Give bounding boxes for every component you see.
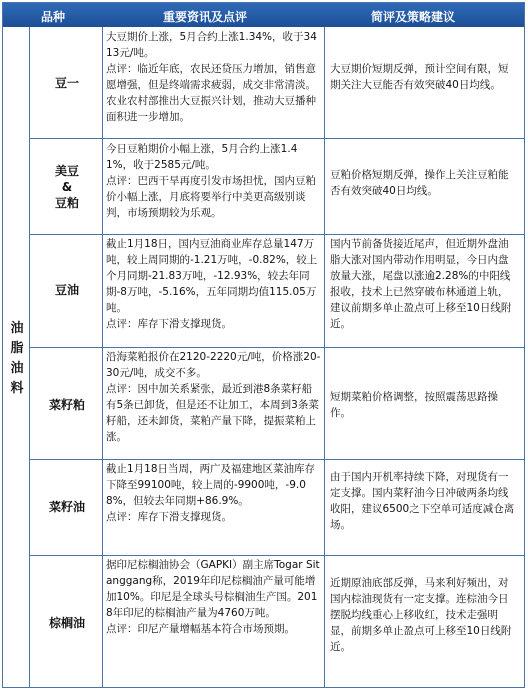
suggestion-douyou: 国内节前备货接近尾声，但近期外盘油脂大涨对国内带动作用明显，今日内盘放量大涨，尾盘以涨逾2.28%的中阳线报收，技术上已然穿破布林通道上轨，建议前期多单止盈点可上移至10日线附近。 bbox=[330, 238, 512, 330]
row-divider bbox=[29, 234, 524, 235]
row-name-douyi: 豆一 bbox=[54, 76, 79, 90]
header-strategy: 简评及策略建议 bbox=[371, 10, 456, 24]
table-header bbox=[3, 3, 524, 27]
header-news: 重要资讯及点评 bbox=[163, 10, 248, 24]
suggestion-caizipo: 短期菜粕价格调整，按照震荡思路操作。 bbox=[330, 391, 498, 419]
grid-line bbox=[102, 27, 103, 687]
row-name-caizipo: 菜籽粕 bbox=[48, 398, 85, 412]
row-name-caiziyou: 菜籽油 bbox=[48, 500, 85, 514]
row-divider bbox=[29, 138, 524, 139]
header-variety: 品种 bbox=[41, 10, 66, 24]
suggestion-zonglvyou: 近期原油底部反弹，马来利好频出，对国内棕油现货有一定支撑。连棕油今日摆脱均线重心上移收红，技术走强明显，前期多单止盈点可上移至10日线附近。 bbox=[330, 577, 512, 653]
news-douyou: 截止1月18日，国内豆油商业库存总量147万吨，较上周同期的-1.21万吨，-0.82%，较上个月同期-21.83万吨，-12.93%，较去年同期-8万吨，-5.16%，五年同期均值115.05万吨。 点评：库存下滑支撑现货。 bbox=[106, 238, 318, 330]
sector-label bbox=[6, 319, 28, 399]
row-divider bbox=[29, 347, 524, 348]
sector-text: 油 脂 油 料 bbox=[10, 321, 24, 396]
row-name-douyou: 豆油 bbox=[54, 283, 79, 297]
grid-line bbox=[324, 27, 325, 687]
news-caizipo: 沿海菜粕报价在2120-2220元/吨，价格涨20-30元/吨，成交不多。 点评：因中加关系紧张，最近到港8条菜籽船有5条已卸货，但是还不让加工，本周到3条菜籽船，还未卸货，菜粕产量下降，提振菜粕上涨。 bbox=[106, 351, 321, 443]
news-caiziyou: 截止1月18日当周，两广及福建地区菜油库存下降至99100吨，较上周的-9900吨，-9.08%，但较去年同期+86.9%。 点评：库存下滑支撑现货。 bbox=[106, 463, 316, 523]
row-name-zonglvyou: 棕榈油 bbox=[48, 616, 85, 630]
news-doupo: 今日豆粕期价小幅上涨，5月合约上涨1.41%，收于2585元/吨。 点评：巴西干旱再度引发市场担忧，国内豆粕价小幅上涨，月底将要举行中美更高级别谈判，市场预期较为乐观。 bbox=[106, 143, 316, 219]
row-divider bbox=[29, 555, 524, 556]
grid-line bbox=[29, 27, 30, 687]
strategy-table bbox=[2, 2, 525, 688]
news-zonglvyou: 据印尼棕榈油协会（GAPKI）副主席Togar Sitanggang称，2019年印尼棕榈油产量可能增加10%。印尼是全球头号棕榈油生产国。2018年印尼的棕榈油产量为4760万吨。 点评：印尼产量增幅基本符合市场预期。 bbox=[106, 559, 320, 635]
suggestion-caiziyou: 由于国内开机率持续下降，对现货有一定支撑。国内菜籽油今日冲破两条均线收阳，建议6500之下空单可适度减仓离场。 bbox=[330, 471, 515, 531]
suggestion-doupo: 豆粕价格短期反弹，操作上关注豆粕能否有效突破40日均线。 bbox=[330, 169, 509, 197]
suggestion-douyi: 大豆期价短期反弹，预计空间有限，短期关注大豆能否有效突破40日均线。 bbox=[330, 63, 509, 91]
news-douyi: 大豆期价上涨，5月合约上涨1.34%，收于3413元/吨。 点评：临近年底，农民还贷压力增加，销售意愿增强，但是终端需求疲弱，成交非常清淡。农业农村部推出大豆振兴计划，推动大豆播种面积进一步增加。 bbox=[106, 31, 317, 123]
row-name-doupo: 美豆 & 豆粕 bbox=[54, 164, 79, 210]
row-divider bbox=[29, 459, 524, 460]
